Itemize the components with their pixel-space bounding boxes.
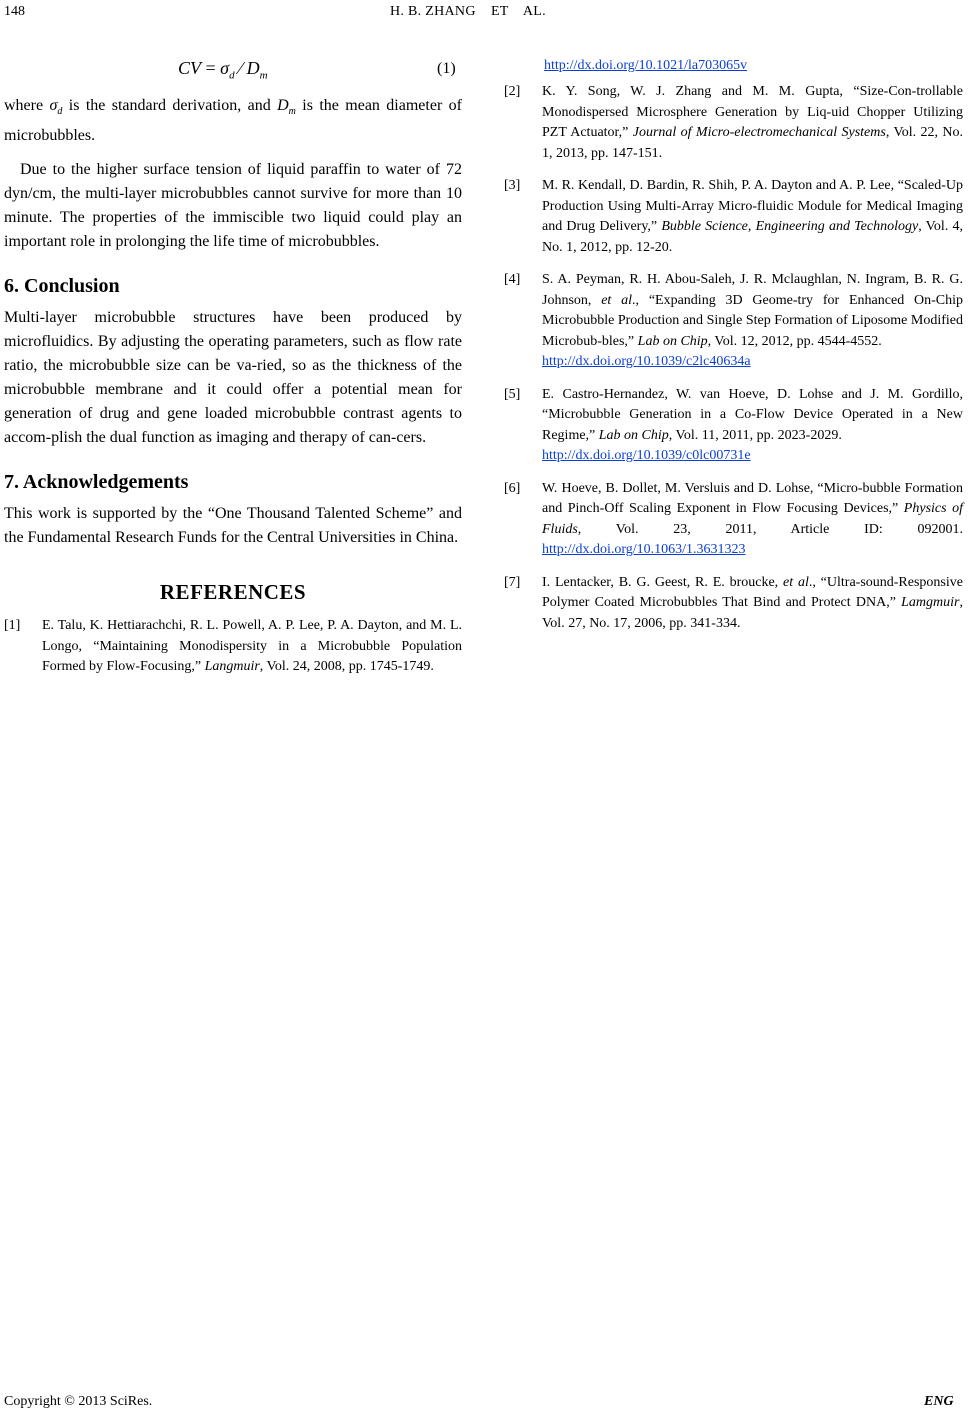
reference-2-journal: Journal of Micro-electromechanical Systems <box>632 125 886 140</box>
right-column <box>504 56 963 634</box>
reference-3 <box>504 176 963 258</box>
reference-1-number: [1] <box>4 618 21 634</box>
reference-2-text-a: K. Y. Song, W. J. Zhang and M. M. Gupta, “Size-Con-trollable Monodispersed Microsphere Generation by Liq-uid Chopper Utilizing PZT Actuator,” <box>542 84 963 140</box>
reference-3-text-a: M. R. Kendall, D. Bardin, R. Shih, P. A. Dayton and A. P. Lee, “Scaled-Up Production Using Multi-Array Micro-fluidic Module for Medical Imaging and Drug Delivery,” <box>542 178 963 234</box>
reference-6-text-a: W. Hoeve, B. Dollet, M. Versluis and D. Lohse, “Micro-bubble Formation and Pinch-Off Scaling Exponent in Flow Focusing Devices,” <box>542 480 963 516</box>
reference-2-text <box>542 82 963 164</box>
sigma-sub: d <box>57 106 63 118</box>
equation-number: (1) <box>437 60 456 77</box>
reference-1-doi-link[interactable]: http://dx.doi.org/10.1021/la703065v <box>544 58 748 73</box>
reference-4-text-b: ., “Expanding 3D Geome-try for Enhanced On-Chip Microbubble Production and Single Step Formation of Liposome Modified Microbub-bles,” <box>542 292 963 349</box>
reference-7-text-b: ., “Ultra-sound-Responsive Polymer Coated Microbubbles That Bind and Protect DNA,” <box>542 574 963 610</box>
D-symbol: D <box>277 97 289 114</box>
reference-3-sep: , <box>747 219 756 234</box>
where-paragraph <box>4 94 462 148</box>
equation-sub-d: d <box>229 69 235 82</box>
reference-6 <box>504 479 963 561</box>
reference-5-text <box>542 385 963 467</box>
reference-4-journal: Lab on Chip <box>637 333 708 349</box>
reference-2-number: [2] <box>504 84 521 99</box>
reference-1-journal: Langmuir <box>204 659 260 675</box>
reference-3-number: [3] <box>504 178 521 193</box>
reference-2 <box>504 82 963 164</box>
reference-7-journal: Lamgmuir <box>901 595 960 610</box>
reference-7-etal: et al <box>783 574 809 590</box>
reference-4 <box>504 270 963 373</box>
equation-1 <box>178 58 268 82</box>
reference-3-text-b: , Vol. 4, No. 1, 2012, pp. 12-20. <box>542 219 964 255</box>
reference-6-doi-link[interactable]: http://dx.doi.org/10.1063/1.3631323 <box>542 542 746 557</box>
reference-5-text-a: E. Castro-Hernandez, W. van Hoeve, D. Lohse and J. M. Gordillo, “Microbubble Generation in a Co-Flow Device Operated in a New Regime,” <box>542 386 963 443</box>
page-number: 148 <box>4 4 25 19</box>
reference-4-text <box>542 270 963 373</box>
equation-lhs: CV <box>178 58 202 78</box>
copyright-notice: Copyright © 2013 SciRes. <box>4 1394 153 1409</box>
reference-1-text-a: E. Talu, K. Hettiarachchi, R. L. Powell, A. P. Lee, P. A. Dayton, and M. L. Longo, “Maintaining Monodispersity in a Microbubble Population Formed by Flow-Focusing,” <box>42 618 462 675</box>
reference-2-text-b: , Vol. 22, No. 1, 2013, pp. 147-151. <box>542 125 963 161</box>
equation-D: D <box>246 58 260 78</box>
where-text-3: is the mean diameter of microbubbles. <box>4 97 462 145</box>
where-text-2: is the standard derivation, and <box>62 97 278 114</box>
reference-7 <box>504 573 963 635</box>
section-7-title: 7. Acknowledgements <box>4 471 189 494</box>
reference-1-text-b: , Vol. 24, 2008, pp. 1745-1749. <box>259 659 434 675</box>
reference-3-journal: Bubble Science <box>661 219 748 234</box>
reference-4-doi-link[interactable]: http://dx.doi.org/10.1039/c2lc40634a <box>542 354 751 369</box>
reference-5-journal: Lab on Chip <box>598 427 669 443</box>
where-text-1: where <box>4 97 50 114</box>
reference-6-journal: Physics of Fluids <box>542 501 963 537</box>
D-sub: m <box>288 106 296 118</box>
reference-5 <box>504 385 963 467</box>
section-6-body: Multi-layer microbubble structures have been produced by microfluidics. By adjusting the operating parameters, such as flow rate ratio, the microbubble size can be va-ried, so as the thickness of the microbubble membrane and it could offer a potential mean for generation of drug and gene loaded microbubble contrast agents to accom-plish the dual function as imaging and therapy of can-cers. <box>4 309 462 447</box>
reference-4-etal: et al <box>601 292 633 308</box>
sigma-symbol: σ <box>49 97 58 114</box>
left-column <box>4 94 462 678</box>
reference-6-text-b: , Vol. 23, 2011, Article ID: 092001. <box>577 521 963 537</box>
reference-7-text-a: I. Lentacker, B. G. Geest, R. E. broucke, <box>542 574 784 590</box>
reference-1-text <box>42 616 462 678</box>
reference-1 <box>4 616 462 678</box>
reference-6-text <box>542 479 963 561</box>
reference-3-journal-2: Engineering and Technology <box>755 219 919 234</box>
running-title: H. B. ZHANG ET AL. <box>390 4 546 19</box>
reference-1-link-line <box>504 56 963 76</box>
reference-5-number: [5] <box>504 386 521 402</box>
surface-tension-paragraph: Due to the higher surface tension of liquid paraffin to water of 72 dyn/cm, the multi-layer microbubbles cannot survive for more than 10 minute. The properties of the immiscible two liquid could play an important role in prolonging the life time of microbubbles. <box>4 161 462 251</box>
reference-7-text-c: , Vol. 27, No. 17, 2006, pp. 341-334. <box>542 595 963 631</box>
reference-5-text-b: , Vol. 11, 2011, pp. 2023-2029. <box>668 427 842 443</box>
reference-5-doi-link[interactable]: http://dx.doi.org/10.1039/c0lc00731e <box>542 448 751 463</box>
reference-4-text-a: S. A. Peyman, R. H. Abou-Saleh, J. R. Mclaughlan, N. Ingram, B. R. G. Johnson, <box>542 272 963 308</box>
journal-abbrev: ENG <box>924 1394 954 1409</box>
reference-6-number: [6] <box>504 480 521 496</box>
reference-4-text-c: , Vol. 12, 2012, pp. 4544-4552. <box>707 333 882 349</box>
equation-sub-m: m <box>259 69 268 82</box>
equation-equals: = <box>201 58 221 78</box>
reference-3-text <box>542 176 963 258</box>
section-6-title: 6. Conclusion <box>4 275 120 298</box>
reference-7-number: [7] <box>504 574 521 590</box>
equation-sigma: σ <box>220 58 230 78</box>
reference-7-text <box>542 573 963 635</box>
references-title: REFERENCES <box>159 580 307 605</box>
equation-slash: ⁄ <box>234 58 247 78</box>
section-7-body: This work is supported by the “One Thousand Talented Scheme” and the Fundamental Research Funds for the Central Universities in China. <box>4 505 462 547</box>
reference-4-number: [4] <box>504 272 521 287</box>
